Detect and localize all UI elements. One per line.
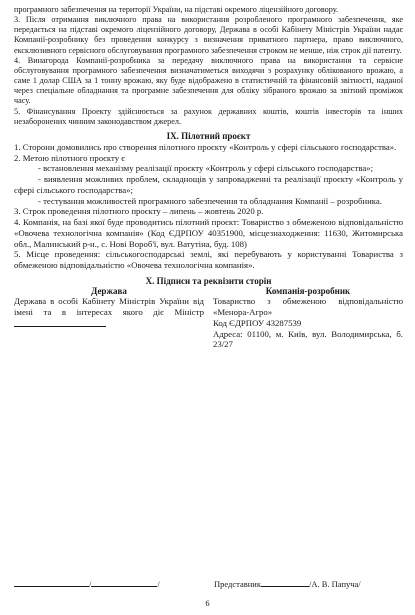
paragraph-continuation: програмного забезпечення на території України, на підставі окремого ліцензійного договору. [14,5,339,14]
party-company [213,286,403,350]
company-signature [214,578,361,589]
signature-slash-1: / [89,579,92,589]
party-state-text: Держава в особі Кабінету Міністрів України від імені та в інтересах якого діє Міністр [14,296,204,318]
party-state [14,286,204,350]
party-state-details [14,296,204,329]
minister-signature-line [14,318,106,327]
representative-name: /А. В. Папуча/ [308,579,361,589]
paragraph-5: 5. Фінансування Проекту здійснюється за рахунок державних коштів, коштів інвесторів та інших незаборонених чинним законодавством джерел. [14,106,403,126]
s9-paragraph-5: 5. Місце проведення: сільськогосподарські землі, які перебувають у користуванні Товариства з обмеженою відповідальністю «Овочева технологічна компанія». [14,249,403,271]
party-company-heading: Компанія-розробник [265,285,351,296]
s9-paragraph-3: 3. Строк проведення пілотного проєкту – липень – жовтень 2020 р. [14,206,264,217]
state-name-line [91,578,160,589]
company-address: Адреса: 01100, м. Київ, вул. Володимирська, б. 23/27 [213,328,403,350]
company-name: Товариство з обмеженою відповідальністю «Менора-Агро» [213,296,403,318]
section-9-title: IX. Пілотний проєкт [166,130,251,141]
state-signature-line [14,578,92,589]
page-number: 6 [205,598,210,608]
signatories-columns [14,286,403,350]
state-signature [14,578,160,589]
s9-bullet-1: - встановлення механізму реалізації проєкту «Контроль у сфері сільського господарства»; [38,163,374,174]
s9-bullet-2: - виявлення можливих проблем, складнощів у запровадженні та реалізації проєкту «Контроль у сфері сільського господарства»; [14,174,403,195]
signature-slash-2: / [157,579,160,589]
s9-bullet-3: - тестування можливостей програмного забезпечення та обладнання Компанії – розробника. [38,195,382,206]
paragraph-3: 3. Після отримання виключного права на використання розробленого програмного забезпечення, яке передається на підставі окремого ліцензійного договору, Держава в особі Кабінету Міністрів України надає Компанії-розробнику без проведення конкурсу з визначення приватного партнера, право виключного, ексклюзивного сервісного обслуговування програмного забезпечення строком не менше, ніж строк дії патенту. [14,15,403,55]
s9-paragraph-4: 4. Компанія, на базі якої буде проводитись пілотний проєкт: Товариство з обмеженою відповідальністю «Овочева технологічна компанія» (Код ЄДРПОУ 40351900, місцезнаходження: 11630, Житомирська обл., Малинський р-н., с. Нові Вороб'ї, вул. Ватутіна, буд. 108) [14,217,403,249]
document-body [14,5,403,350]
section-10-title: X. Підписи та реквізити сторін [145,275,272,286]
paragraph-4: 4. Винагорода Компанії-розробника за передачу виключного права на використання та сервісне обслуговування програмного забезпечення визначатиметься виходячи з розрахунку облікованого врожаю, а саме 1 долар США за 1 тонну врожаю, яку буде відображено в статистичній та фінансовій звітності, наданої через спеціальне обладнання та програмне забезпечення для обліку зібраного врожаю за звітний проміжок часу. [14,55,403,106]
party-state-heading: Держава [91,285,127,296]
representative-label: Представник [214,579,261,589]
company-code: Код ЄДРПОУ 43287539 [213,317,302,328]
s9-paragraph-1: 1. Сторони домовились про створення пілотного проєкту «Контроль у сфері сільського господарства». [14,141,397,152]
s9-paragraph-2: 2. Метою пілотного проєкту є [14,152,126,163]
company-signature-line [261,578,309,587]
